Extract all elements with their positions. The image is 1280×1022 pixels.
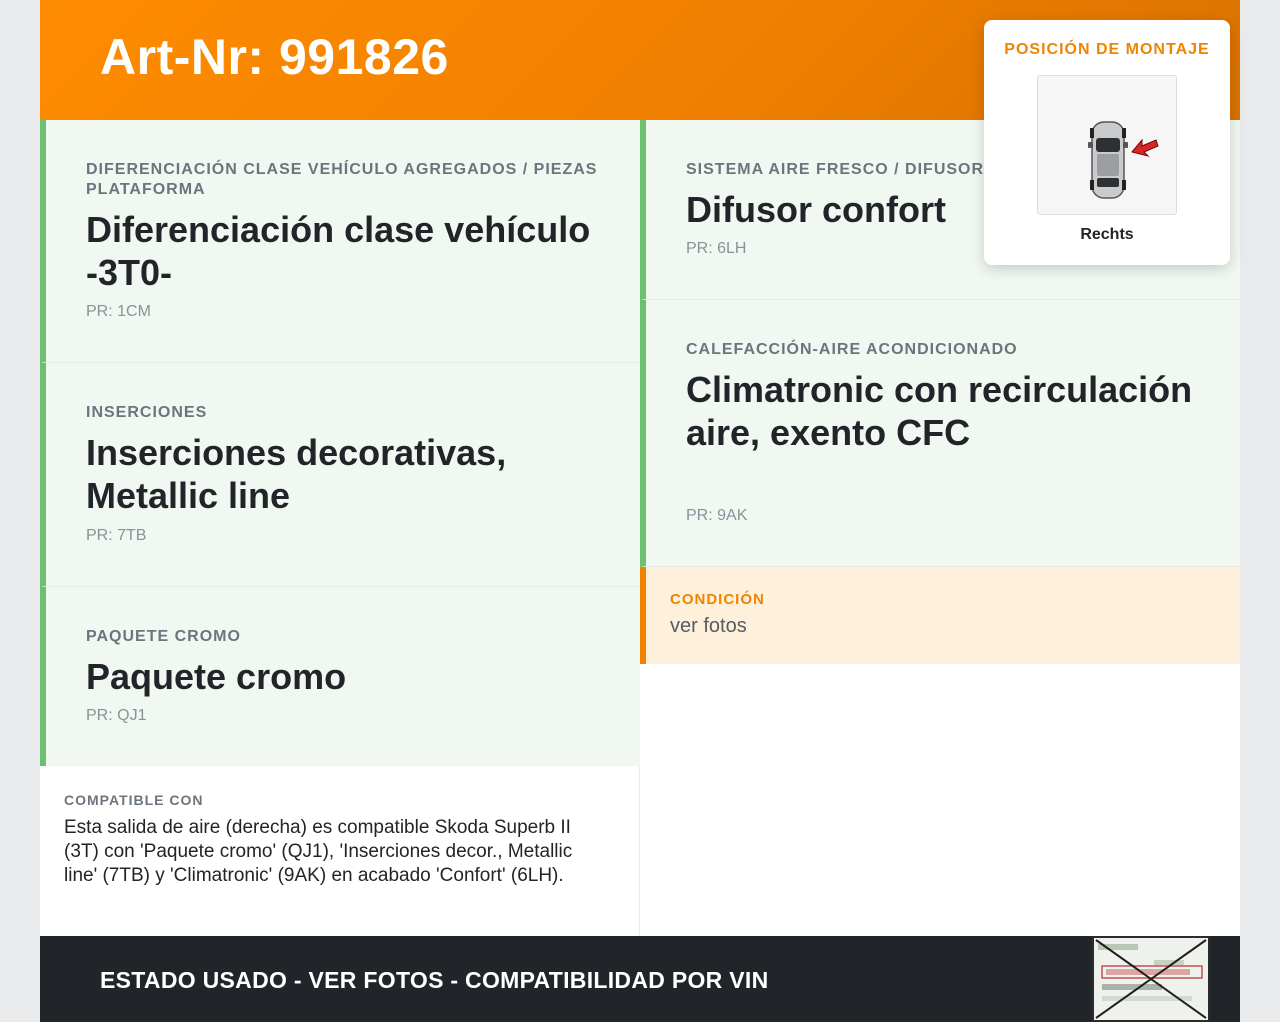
spec-value: Inserciones decorativas, Metallic line	[86, 432, 507, 516]
condition-value: ver fotos	[670, 615, 747, 637]
condition-card	[640, 567, 1240, 664]
mounting-position-card	[984, 20, 1230, 265]
spec-category: CALEFACCIÓN-AIRE ACONDICIONADO	[686, 341, 1018, 358]
compatibility-box	[40, 766, 640, 936]
spec-category: INSERCIONES	[86, 404, 208, 421]
spec-card	[40, 120, 640, 363]
compatibility-label: COMPATIBLE CON	[64, 792, 204, 808]
spec-category: DIFERENCIACIÓN CLASE VEHÍCULO AGREGADOS / PIEZAS PLATAFORMA	[86, 161, 598, 198]
mounting-position-label: POSICIÓN DE MONTAJE	[1004, 41, 1210, 58]
page	[40, 0, 1240, 1022]
mounting-side-label: Rechts	[1080, 226, 1134, 243]
spec-value: Paquete cromo	[86, 656, 347, 697]
spec-value: Diferenciación clase vehículo -3T0-	[86, 209, 591, 293]
spec-card	[40, 363, 640, 587]
vin-label-thumbnail[interactable]	[1092, 936, 1210, 1022]
footer-text: ESTADO USADO - VER FOTOS - COMPATIBILIDAD POR VIN	[100, 967, 769, 993]
spec-value: Climatronic con recirculación aire, exento CFC	[686, 369, 1193, 453]
page-title: Art-Nr: 991826	[100, 29, 449, 85]
spec-pr-code: PR: 7TB	[86, 527, 147, 544]
condition-label: CONDICIÓN	[670, 591, 765, 608]
vin-label-image	[1094, 938, 1208, 1020]
spec-pr-code: PR: QJ1	[86, 707, 147, 724]
car-top-view-icon	[1038, 76, 1176, 214]
footer	[40, 936, 1240, 1022]
spec-category: PAQUETE CROMO	[86, 628, 241, 645]
spec-value: Difusor confort	[686, 189, 946, 230]
spec-pr-code: PR: 1CM	[86, 303, 151, 320]
spec-card	[640, 300, 1240, 567]
spec-card	[40, 587, 640, 767]
mounting-position-image	[1037, 75, 1177, 215]
spec-pr-code: PR: 6LH	[686, 240, 747, 257]
spec-pr-code: PR: 9AK	[686, 507, 748, 524]
compatibility-text: Esta salida de aire (derecha) es compatible Skoda Superb II (3T) con 'Paquete cromo' (QJ1), 'Inserciones decor., Metallic line' (7TB) y 'Climatronic' (9AK) en acabado 'Confort' (6LH).	[64, 817, 573, 886]
spec-category: SISTEMA AIRE FRESCO / DIFUSOR	[686, 161, 985, 178]
